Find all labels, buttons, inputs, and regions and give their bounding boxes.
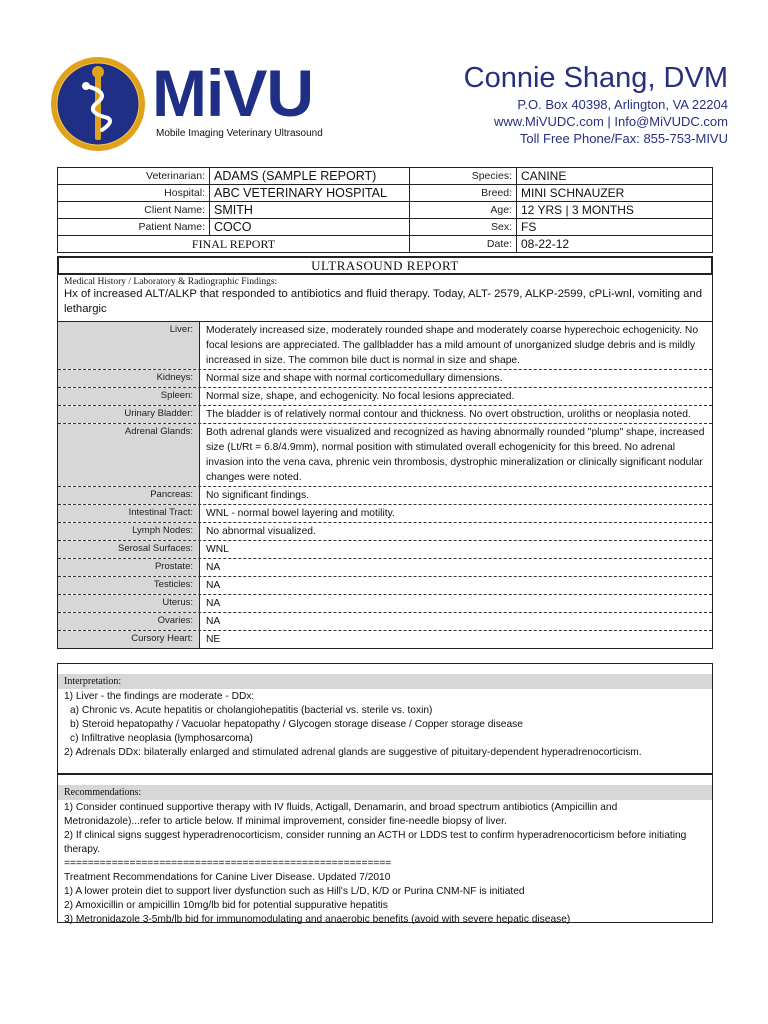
finding-row [58, 595, 712, 613]
finding-row [58, 388, 712, 406]
mivu-logo [50, 56, 340, 156]
species-value: CANINE [517, 168, 713, 185]
finding-label: Liver: [58, 322, 200, 369]
finding-label: Prostate: [58, 559, 200, 576]
age-value: 12 YRS | 3 MONTHS [517, 202, 713, 219]
finding-text: WNL - normal bowel layering and motility. [206, 508, 395, 519]
finding-label: Uterus: [58, 595, 200, 612]
finding-text: NA [206, 598, 221, 609]
finding-row [58, 487, 712, 505]
species-label: Species: [410, 168, 517, 185]
finding-text: Normal size and shape with normal corticomedullary dimensions. [206, 373, 503, 384]
patient-info-table [57, 167, 713, 253]
finding-text: NA [206, 562, 221, 573]
finding-text: Moderately increased size, moderately rounded shape and moderately coarse hyperechoic echogenicity. No focal lesions are appreciated. The gallbladder has a mild amount of unorganized sludge debris and is mildly increased in size. The common bile duct is normal in size and shape. [206, 325, 699, 366]
report-title: ULTRASOUND REPORT [57, 256, 713, 275]
interpretation-section [57, 663, 713, 774]
finding-label: Spleen: [58, 388, 200, 405]
patient-label: Patient Name: [58, 219, 210, 236]
recommendations-section [57, 774, 713, 923]
recommendation-line: Treatment Recommendations for Canine Liver Disease. Updated 7/2010 [64, 872, 391, 883]
interpretation-line: b) Steroid hepatopathy / Vacuolar hepatopathy / Glycogen storage disease / Copper storage disease [70, 719, 523, 730]
finding-text: WNL [206, 544, 229, 555]
date-value: 08-22-12 [517, 236, 713, 253]
finding-row [58, 406, 712, 424]
interpretation-line: 1) Liver - the findings are moderate - DDx: [64, 691, 255, 702]
patient-value: COCO [210, 219, 410, 236]
finding-label: Intestinal Tract: [58, 505, 200, 522]
finding-row [58, 424, 712, 487]
recommendations-heading: Recommendations: [58, 785, 712, 800]
finding-row [58, 370, 712, 388]
finding-text: NA [206, 616, 221, 627]
finding-row [58, 523, 712, 541]
finding-label: Pancreas: [58, 487, 200, 504]
finding-text: Both adrenal glands were visualized and recognized as having abnormally rounded "plump" shape, increased size (Lt/Rt = 6.8/4.9mm), normal position with stimulated overall echogenicity for this breed. No adrenal invasion into the vena cava, phrenic vein thrombosis, dystrophic mineralization or clinically significant nodular changes were noted. [206, 427, 705, 483]
interpretation-body [58, 689, 712, 761]
recommendation-line: 2) Amoxicillin or ampicillin 10mg/lb bid for potential suppurative hepatitis [64, 900, 388, 911]
finding-row [58, 559, 712, 577]
web-email[interactable]: www.MiVUDC.com | Info@MiVUDC.com [494, 114, 728, 129]
finding-row [58, 577, 712, 595]
interpretation-line: 2) Adrenals DDx: bilaterally enlarged and stimulated adrenal glands are suggestive of pituitary-dependent hyperadrenocorticism. [64, 747, 642, 758]
address: P.O. Box 40398, Arlington, VA 22204 [517, 97, 728, 112]
finding-row [58, 322, 712, 370]
interpretation-heading: Interpretation: [58, 674, 712, 689]
finding-text: Normal size, shape, and echogenicity. No focal lesions appreciated. [206, 391, 515, 402]
recommendation-line: 3) Metronidazole 3-5mb/lb bid for immunomodulating and anaerobic benefits (avoid with severe hepatic disease) [64, 914, 571, 925]
finding-label: Testicles: [58, 577, 200, 594]
interpretation-line: a) Chronic vs. Acute hepatitis or cholangiohepatitis (bacterial vs. sterile vs. toxin) [70, 705, 433, 716]
hospital-value: ABC VETERINARY HOSPITAL [210, 185, 410, 202]
final-report-label: FINAL REPORT [58, 236, 410, 253]
veterinarian-label: Veterinarian: [58, 168, 210, 185]
phone: Toll Free Phone/Fax: 855-753-MIVU [519, 131, 728, 146]
finding-text: NA [206, 580, 221, 591]
history-heading: Medical History / Laboratory & Radiographic Findings: [64, 277, 278, 287]
finding-row [58, 631, 712, 648]
finding-row [58, 613, 712, 631]
finding-label: Cursory Heart: [58, 631, 200, 648]
finding-label: Adrenal Glands: [58, 424, 200, 486]
client-label: Client Name: [58, 202, 210, 219]
age-label: Age: [410, 202, 517, 219]
history-section [57, 275, 713, 321]
finding-label: Kidneys: [58, 370, 200, 387]
doctor-name: Connie Shang, DVM [463, 62, 728, 94]
finding-label: Lymph Nodes: [58, 523, 200, 540]
recommendation-line: 1) Consider continued supportive therapy with IV fluids, Actigall, Denamarin, and broad spectrum antibiotics (Ampicillin and Metronidazole)...refer to article below. If minimal improvement, consider fine-needle biopsy of liver. [64, 802, 618, 827]
sex-label: Sex: [410, 219, 517, 236]
findings-table [57, 321, 713, 649]
sex-value: FS [517, 219, 713, 236]
logo-tagline: Mobile Imaging Veterinary Ultrasound [156, 128, 323, 139]
breed-value: MINI SCHNAUZER [517, 185, 713, 202]
interpretation-line: c) Infiltrative neoplasia (lymphosarcoma) [70, 733, 253, 744]
finding-text: NE [206, 634, 221, 645]
finding-row [58, 541, 712, 559]
finding-label: Serosal Surfaces: [58, 541, 200, 558]
finding-text: No abnormal visualized. [206, 526, 316, 537]
separator-line: ======================================================= [64, 858, 392, 869]
caduceus-logo-icon [50, 56, 146, 152]
client-value: SMITH [210, 202, 410, 219]
recommendation-line: 1) A lower protein diet to support liver dysfunction such as Hill's L/D, K/D or Purina CNM-NF is initiated [64, 886, 525, 897]
recommendation-line: 2) If clinical signs suggest hyperadrenocorticism, consider running an ACTH or LDDS test to confirm hyperadrenocorticism before initiating therapy. [64, 830, 687, 855]
finding-label: Urinary Bladder: [58, 406, 200, 423]
history-text: Hx of increased ALT/ALKP that responded to antibiotics and fluid therapy. Today, ALT- 2579, ALKP-2599, cPLi-wnl, vomiting and lethargic [64, 288, 703, 315]
date-label: Date: [410, 236, 517, 253]
veterinarian-value: ADAMS (SAMPLE REPORT) [210, 168, 410, 185]
finding-text: The bladder is of relatively normal contour and thickness. No overt obstruction, uroliths or neoplasia noted. [206, 409, 691, 420]
breed-label: Breed: [410, 185, 517, 202]
recommendations-body [58, 800, 712, 928]
hospital-label: Hospital: [58, 185, 210, 202]
contact-block [464, 60, 728, 147]
finding-label: Ovaries: [58, 613, 200, 630]
finding-row [58, 505, 712, 523]
finding-text: No significant findings. [206, 490, 310, 501]
logo-wordmark: MiVU [152, 56, 313, 130]
